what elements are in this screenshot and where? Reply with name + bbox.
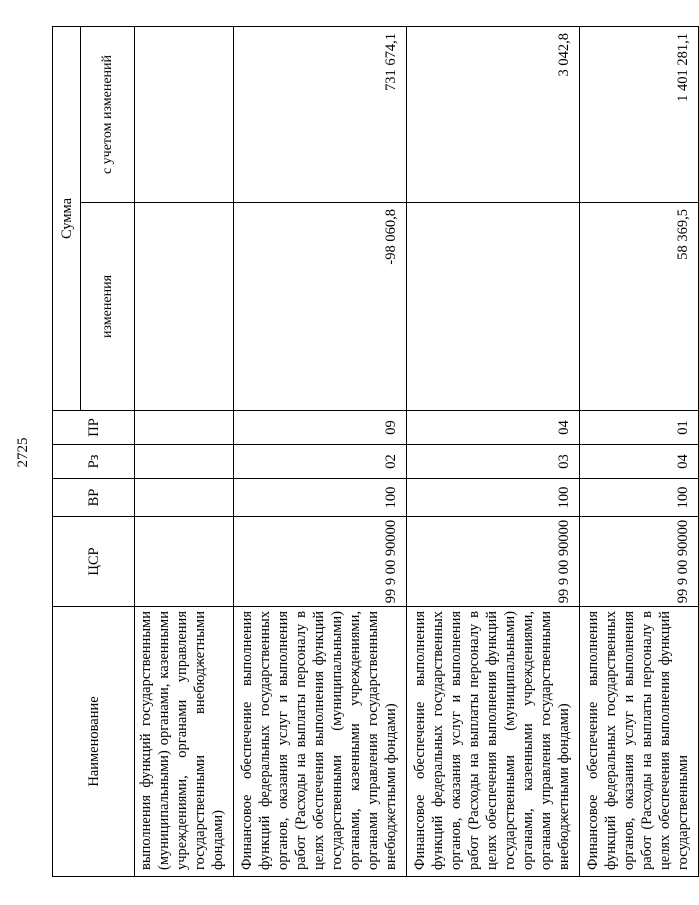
table-row — [407, 27, 580, 877]
row-rz: 02 — [234, 445, 407, 479]
header-csr: ЦСР — [53, 517, 135, 607]
row-name: выполнения функций государственными (муниципальными) органами, казенными учреждениями, органами управления государственными внебюджетными фондами) — [135, 607, 234, 877]
row-total: 3 042,8 — [407, 27, 580, 203]
row-csr: 99 9 00 90000 — [234, 517, 407, 607]
row-rz: 03 — [407, 445, 580, 479]
row-vr — [135, 479, 234, 517]
row-pr — [135, 411, 234, 445]
row-vr: 100 — [407, 479, 580, 517]
row-change — [407, 203, 580, 411]
header-vr: ВР — [53, 479, 135, 517]
header-with-changes: с учетом изменений — [81, 27, 135, 203]
header-changes: изменения — [81, 203, 135, 411]
budget-table — [52, 26, 699, 877]
table-row — [135, 27, 234, 877]
row-pr: 04 — [407, 411, 580, 445]
row-pr: 09 — [234, 411, 407, 445]
row-vr: 100 — [234, 479, 407, 517]
header-pr: ПР — [53, 411, 135, 445]
header-rz: Рз — [53, 445, 135, 479]
row-csr: 99 9 00 90000 — [580, 517, 699, 607]
row-change: -98 060,8 — [234, 203, 407, 411]
row-rz — [135, 445, 234, 479]
row-vr: 100 — [580, 479, 699, 517]
row-rz: 04 — [580, 445, 699, 479]
header-name: Наименование — [53, 607, 135, 877]
row-total: 1 401 281,1 — [580, 27, 699, 203]
row-csr: 99 9 00 90000 — [407, 517, 580, 607]
row-change — [135, 203, 234, 411]
row-name: Финансовое обеспечение выполнения функций федеральных государственных органов, оказания услуг и выполнения работ (Расходы на выплаты персоналу в целях обеспечения выполнения функций государственными — [580, 607, 699, 877]
row-total: 731 674,1 — [234, 27, 407, 203]
row-name: Финансовое обеспечение выполнения функций федеральных государственных органов, оказания услуг и выполнения работ (Расходы на выплаты персоналу в целях обеспечения выполнения функций государственными (муниципальными) органами, казенными учреждениями, органами управления государственными внебюджетными фондами) — [407, 607, 580, 877]
header-sum: Сумма — [53, 27, 81, 411]
table-row — [580, 27, 699, 877]
row-csr — [135, 517, 234, 607]
row-change: 58 369,5 — [580, 203, 699, 411]
row-name: Финансовое обеспечение выполнения функций федеральных государственных органов, оказания услуг и выполнения работ (Расходы на выплаты персоналу в целях обеспечения выполнения функций государственными (муниципальными) органами, казенными учреждениями, органами управления государственными внебюджетными фондами) — [234, 607, 407, 877]
row-pr: 01 — [580, 411, 699, 445]
row-total — [135, 27, 234, 203]
table-row — [234, 27, 407, 877]
page-number: 2725 — [15, 437, 31, 468]
